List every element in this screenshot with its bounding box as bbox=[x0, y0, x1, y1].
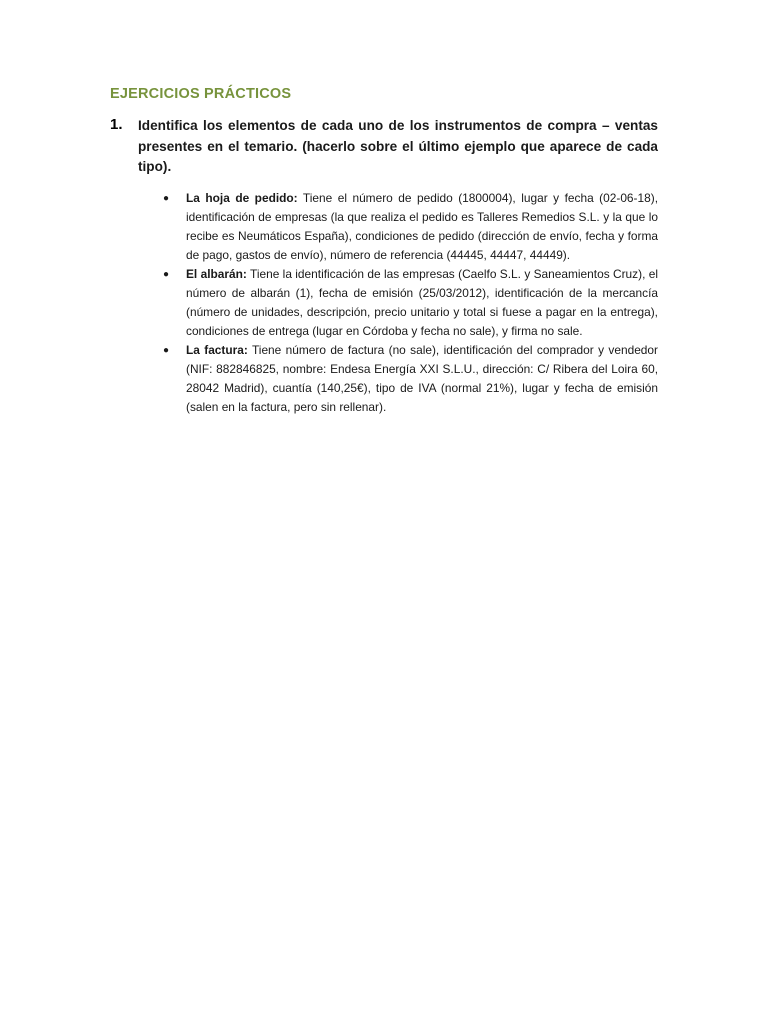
answer-item-text: Tiene el número de pedido (1800004), lugar y fecha (02-06-18), identificación de empresas (la que realiza el pedido es Talleres Remedios S.L. y la que lo recibe es Neumáticos España), condiciones de pedido (dirección de envío, fecha y forma de pago, gastos de envío), número de referencia (44445, 44447, 44449). bbox=[186, 191, 658, 262]
bullet-icon: ● bbox=[163, 193, 170, 204]
bullet-icon: ● bbox=[163, 269, 170, 280]
bullet-icon: ● bbox=[163, 345, 170, 356]
answer-item-lead: El albarán: bbox=[186, 267, 247, 281]
exercise-statement: Identifica los elementos de cada uno de los instrumentos de compra – ventas presentes en el temario. (hacerlo sobre el último ejemplo que aparece de cada tipo). bbox=[138, 118, 658, 174]
answer-item-lead: La hoja de pedido: bbox=[186, 191, 298, 205]
answer-item-hoja-de-pedido bbox=[162, 189, 658, 265]
answer-item-text: Tiene la identificación de las empresas (Caelfo S.L. y Saneamientos Cruz), el número de albarán (1), fecha de emisión (25/03/2012), identificación de la mercancía (número de unidades, descripción, precio unitario y total si fuese a pagar en la entrega), condiciones de entrega (lugar en Córdoba y fecha no sale), y firma no sale. bbox=[186, 267, 658, 338]
exercise-number: 1. bbox=[110, 116, 123, 133]
answer-item-factura bbox=[162, 341, 658, 417]
answer-item-lead: La factura: bbox=[186, 343, 248, 357]
answer-item-albaran bbox=[162, 265, 658, 341]
answer-list bbox=[162, 189, 658, 417]
section-heading: EJERCICIOS PRÁCTICOS bbox=[110, 86, 292, 102]
exercise-1 bbox=[110, 116, 658, 178]
answer-item-text: Tiene número de factura (no sale), identificación del comprador y vendedor (NIF: 882846825, nombre: Endesa Energía XXI S.L.U., dirección: C/ Ribera del Loira 60, 28042 Madrid), cuantía (140,25€), tipo de IVA (normal 21%), lugar y fecha de emisión (salen en la factura, pero sin rellenar). bbox=[186, 343, 658, 414]
